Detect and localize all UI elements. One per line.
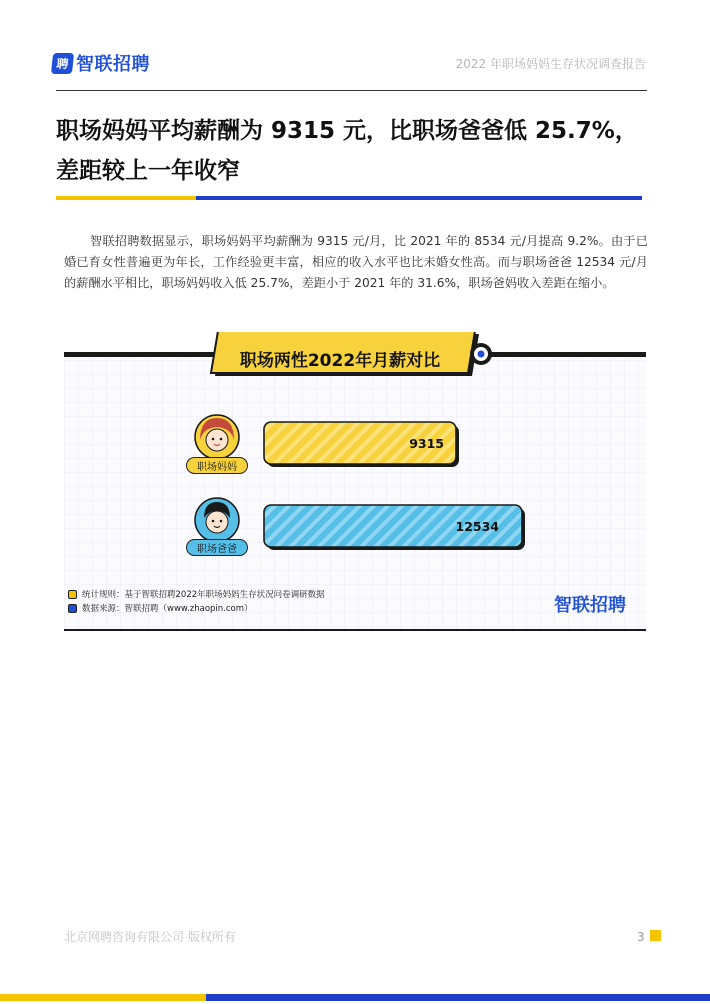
footer-bar-yellow xyxy=(0,994,206,1001)
page-marker-icon xyxy=(650,930,661,941)
chart-note-rule xyxy=(68,588,325,600)
page-number: 3 xyxy=(637,930,645,944)
headline-accent-yellow xyxy=(56,196,196,200)
salary-comparison-chart xyxy=(64,332,646,632)
footer-copyright: 北京网聘咨询有限公司 版权所有 xyxy=(64,930,236,944)
chart-bottom-rule xyxy=(64,629,646,631)
header-divider xyxy=(56,90,647,91)
bar-value-dad: 12534 xyxy=(455,519,499,534)
note-text: 数据来源：智联招聘（www.zhaopin.com） xyxy=(82,604,253,614)
section-headline: 职场妈妈平均薪酬为 9315 元，比职场爸爸低 25.7%，差距较上一年收窄 xyxy=(56,118,638,184)
chart-logo: 智联招聘 xyxy=(554,595,626,616)
chart-note-source xyxy=(68,602,253,614)
note-text: 统计规则：基于智联招聘2022年职场妈妈生存状况问卷调研数据 xyxy=(82,590,325,600)
mom-avatar-icon xyxy=(195,415,239,459)
blue-square-icon xyxy=(68,604,77,613)
headline-accent-blue xyxy=(196,196,642,200)
body-paragraph: 智联招聘数据显示，职场妈妈平均薪酬为 9315 元/月，比 2021 年的 8534 元/月提高 9.2%。由于已婚已育女性普遍更为年长，工作经验更丰富，相应的收入水平也比未婚女性高。而与职场爸爸 12534 元/月的薪酬水平相比，职场妈妈收入低 25.7%，差距小于 2021 年的 31.6%，职场爸妈收入差距在缩小。 xyxy=(64,234,648,290)
category-label-dad: 职场爸爸 xyxy=(186,539,248,556)
footer-bar-blue xyxy=(206,994,710,1001)
bar-value-mom: 9315 xyxy=(409,436,444,451)
brand-logo xyxy=(52,50,150,76)
yellow-square-icon xyxy=(68,590,77,599)
logo-text: 智联招聘 xyxy=(76,54,150,75)
category-label-mom: 职场妈妈 xyxy=(186,457,248,474)
chart-title: 职场两性2022年月薪对比 xyxy=(239,350,441,371)
report-title: 2022 年职场妈妈生存状况调查报告 xyxy=(455,57,646,71)
dad-avatar-icon xyxy=(195,498,239,542)
logo-badge-icon: 聘 xyxy=(51,53,74,74)
